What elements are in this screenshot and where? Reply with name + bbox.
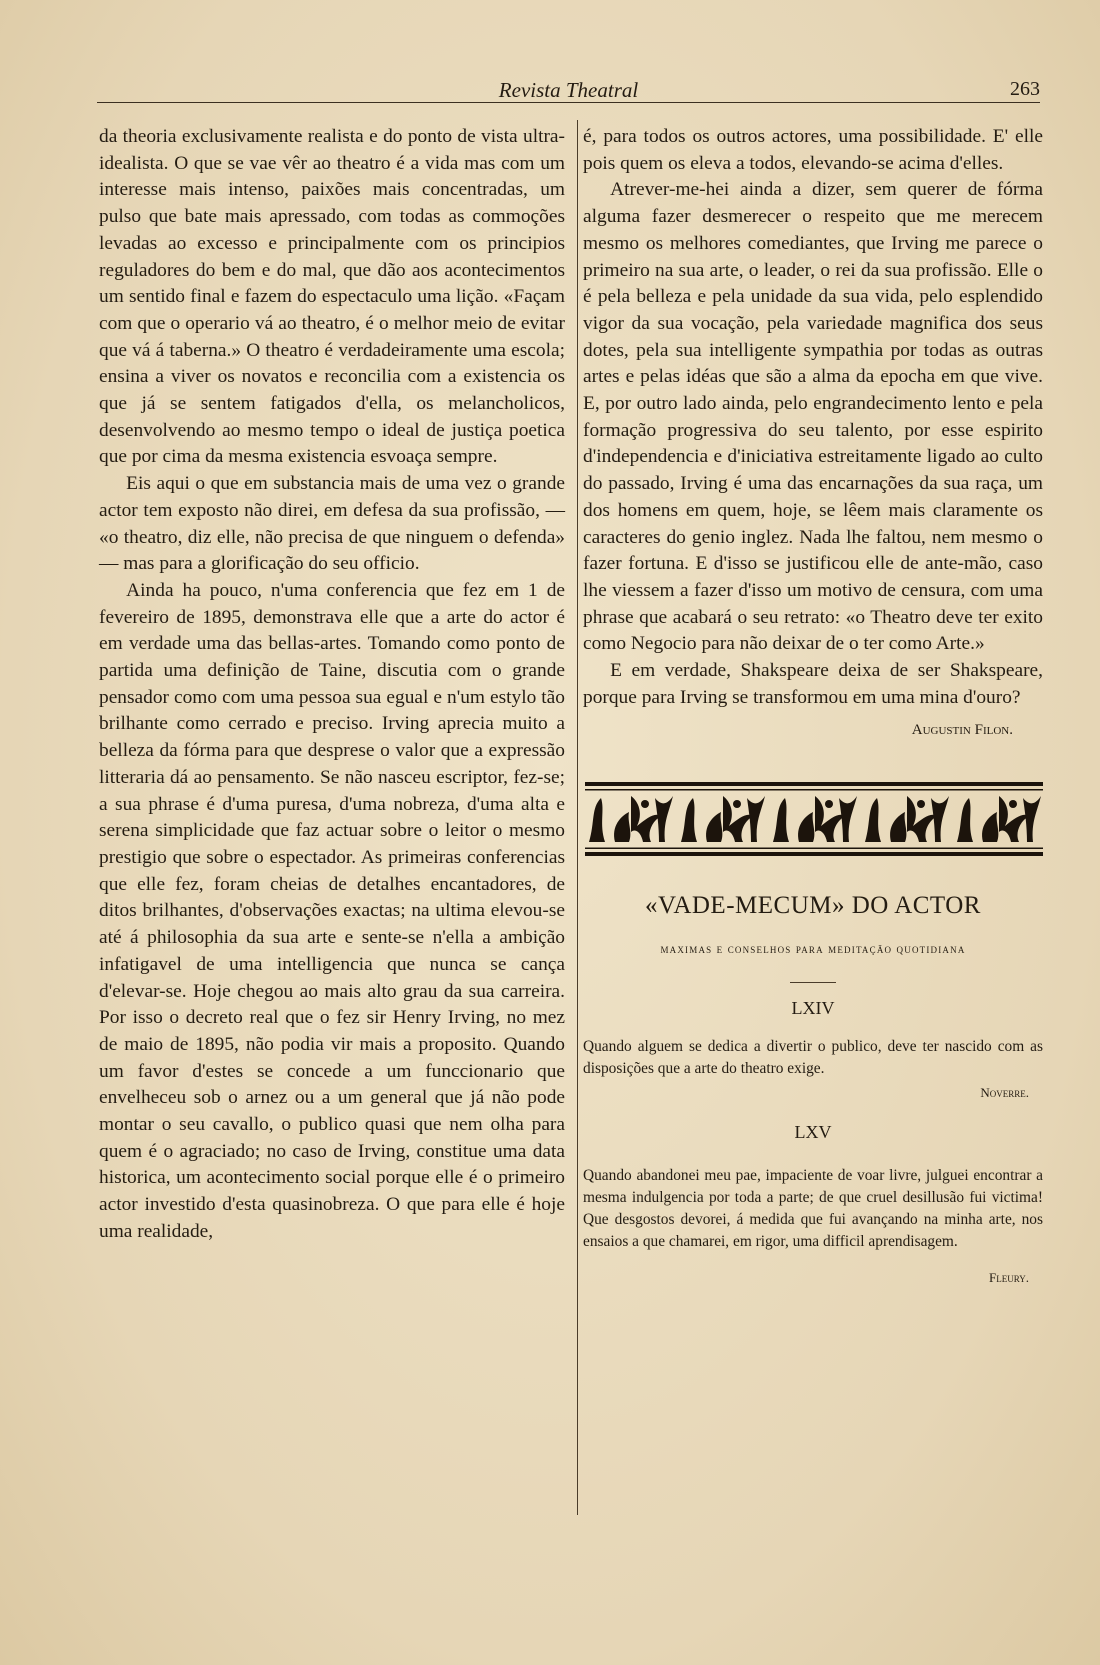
paragraph: da theoria exclusivamente realista e do ponto de vista ultra-idealista. O que se vae vêr ao theatro é a vida mas com um interesse mais intenso, paixões mais concentradas, um pulso que bate mais apressado, com todas as commoções levadas ao excesso e principalmente com os principios reguladores do bem e do mal, que dão aos acontecimentos um sentido final e fazem do espectaculo uma lição. «Façam com que o operario vá ao theatro, é o melhor meio de evitar que vá á taberna.» O theatro é verdadeiramente uma escola; ensina a viver os novatos e reconcilia com a existencia os que já se sentem fatigados d'ella, os melancholicos, desenvolvendo ao mesmo tempo o ideal de justiça poetica que por cima da mesma existencia esvoaça sempre. [99, 126, 565, 468]
running-header [97, 76, 1040, 103]
maxim-text: Quando abandonei meu pae, impaciente de voar livre, julguei encontrar a mesma indulgencia por toda a parte; de que cruel desillusão fui victima! Que desgostos devorei, á medida que fui avançando na minha arte, nos ensaios a que chamarei, em rigor, uma difficil aprendisagem. [583, 1167, 1043, 1251]
paragraph: Eis aqui o que em substancia mais de uma vez o grande actor tem exposto não direi, em defesa da sua profissão, — «o theatro, diz elle, não precisa de que ninguem o defenda» — mas para a glorificação do seu officio. [99, 473, 565, 575]
left-column [99, 124, 565, 1246]
article-signature: Augustin Filon. [911, 722, 1013, 739]
paragraph: E em verdade, Shakspeare deixa de ser Shakspeare, porque para Irving se transformou em uma mina d'ouro? [583, 660, 1043, 708]
section-subtitle: maximas e conselhos para meditação quotidiana [660, 941, 966, 956]
maxim-numeral: LXIV [791, 998, 835, 1019]
running-title: Revista Theatral [498, 78, 639, 102]
maxim-text: Quando alguem se dedica a divertir o publico, deve ter nascido com as disposições que a arte do theatro exige. [583, 1037, 1043, 1077]
maxim-numeral: LXV [794, 1121, 832, 1142]
maxim-author: Noverre. [980, 1084, 1029, 1100]
paragraph: é, para todos os outros actores, uma possibilidade. E' elle pois quem os eleva a todos, elevando-se acima d'elles. [583, 126, 1043, 174]
section-title: «VADE-MECUM» DO ACTOR [644, 891, 981, 919]
column-divider [577, 120, 578, 1515]
maxim-author: Fleury. [989, 1270, 1029, 1286]
page-number: 263 [1010, 78, 1040, 100]
right-column [583, 124, 1043, 1292]
decorative-ornament-band [585, 782, 1043, 856]
paragraph: Atrever-me-hei ainda a dizer, sem querer de fórma alguma fazer desmerecer o respeito que me merecem mesmo os melhores comediantes, que Irving me parece o primeiro na sua arte, o leader, o rei da sua profissão. Elle o é pela belleza e pela unidade da sua vida, pelo esplendido vigor da sua vocação, pela variedade magnifica dos seus dotes, pela sua intelligente sympathia por todas as outras artes e pelas idéas que são a alma da epocha em que vive. E, por outro lado ainda, pelo engrandecimento lento e pela formação progressiva do seu talento, por esse espirito d'independencia e d'iniciativa estreitamente ligado ao culto do passado, Irving é uma das encarnações da sua raça, um dos homens em quem, hoje, se lêem mais claramente os caracteres do genio inglez. Nada lhe faltou, nem mesmo o fazer fortuna. E d'isso se justificou elle de ante-mão, caso lhe viessem a fazer d'isso um motivo de censura, com uma phrase que acabará o seu retrato: «o Theatro deve ter exito como Negocio para não deixar de o ter como Arte.» [583, 179, 1043, 655]
paragraph: Ainda ha pouco, n'uma conferencia que fez em 1 de fevereiro de 1895, demonstrava elle que a arte do actor é em verdade uma das bellas-artes. Tomando como ponto de partida uma definição de Taine, discutia com o grande pensador como com uma pessoa sua egual e n'um estylo tão brilhante como cerrado e preciso. Irving aprecia muito a belleza da fórma para que desprese o valor que a expressão litteraria dá ao pensamento. Se não nasceu escriptor, fez-se; a sua phrase é d'uma puresa, d'uma nobreza, d'uma alta e serena simplicidade que faz actuar sobre o leitor o mesmo prestigio que sobre o espectador. As primeiras conferencias que elle fez, foram cheias de detalhes encantadores, de ditos brilhantes, d'observações exactas; na ultima elevou-se até á philosophia da sua arte e sente-se n'ella a ambição infatigavel de uma intelligencia que nunca se cança d'elevar-se. Hoje chegou ao mais alto grau da sua carreira. Por isso o decreto real que o fez sir Henry Irving, no mez de maio de 1895, não podia vir mais a proposito. Quando um favor d'estes se concede a um funccionario que envelheceu sob o arnez ou a um general que já não pode montar o seu cavallo, o publico quasi que nem olha para quem é o agraciado; no caso de Irving, constitue uma data historica, um acontecimento social porque elle é o primeiro actor investido d'esta quasinobreza. O que para elle é hoje uma realidade, [99, 579, 565, 1242]
divider-rule [790, 982, 836, 983]
